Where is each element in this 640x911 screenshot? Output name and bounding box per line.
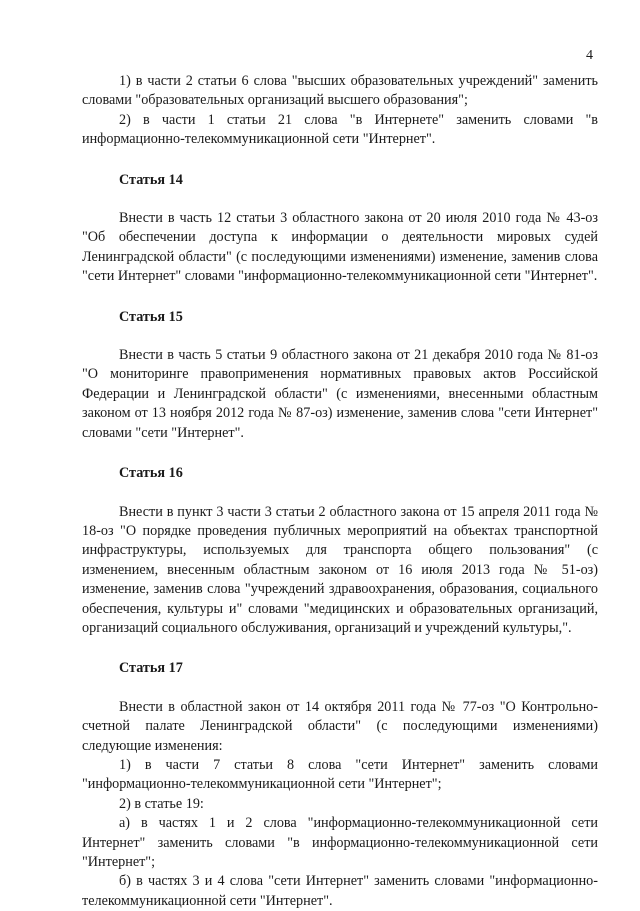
article-heading: Статья 14 xyxy=(119,171,183,188)
paragraph: 1) в части 7 статьи 8 слова "сети Интернет" заменить словами "информационно-телекоммуникационной сети "Интернет"; xyxy=(82,756,598,793)
page-number: 4 xyxy=(586,48,593,63)
paragraph: Внести в часть 5 статьи 9 областного закона от 21 декабря 2010 года № 81-оз "О мониторинге правоприменения нормативных правовых актов Российской Федерации и Ленинградской области" (с изменениями, внесенными областным законом от 13 ноября 2012 года № 87-оз) изменение, заменив слова "сети Интернет" словами "сети "Интернет". xyxy=(82,347,598,441)
article-heading: Статья 17 xyxy=(119,660,183,677)
document-body xyxy=(82,72,598,911)
paragraph: Внести в областной закон от 14 октября 2011 года № 77-оз "О Контрольно-счетной палате Ленинградской области" (с последующими изменениями) следующие изменения: xyxy=(82,698,598,754)
paragraph: б) в частях 3 и 4 слова "сети Интернет" заменить словами "информационно-телекоммуникационной сети "Интернет". xyxy=(82,873,598,909)
paragraph: 2) в части 1 статьи 21 слова "в Интернете" заменить словами "в информационно-телекоммуникационной сети "Интернет". xyxy=(82,111,598,148)
article-heading: Статья 15 xyxy=(119,308,183,325)
paragraph: 2) в статье 19: xyxy=(119,795,204,812)
paragraph: Внести в часть 12 статьи 3 областного закона от 20 июля 2010 года № 43-оз "Об обеспечении доступа к информации о деятельности мировых судей Ленинградской области" (с последующими изменениями) изменение, заменив слова "сети Интернет" словами "информационно-телекоммуникационной сети "Интернет". xyxy=(82,210,598,285)
paragraph: а) в частях 1 и 2 слова "информационно-телекоммуникационной сети Интернет" заменить словами "в информационно-телекоммуникационной сети "Интернет"; xyxy=(82,815,598,870)
paragraph: Внести в пункт 3 части 3 статьи 2 областного закона от 15 апреля 2011 года № 18-оз "О порядке проведения публичных мероприятий на объектах транспортной инфраструктуры, используемых для транспорта общего пользования" (с изменением, внесенным областным законом от 16 июля 2013 года № 51-оз) изменение, заменив слова "учреждений здравоохранения, образования, социального обеспечения, культуры и" словами "медицинских и образовательных организаций, организаций социального обслуживания, организаций и учреждений культуры,". xyxy=(82,503,598,636)
article-heading: Статья 16 xyxy=(119,465,183,482)
paragraph: 1) в части 2 статьи 6 слова "высших образовательных учреждений" заменить словами "образовательных организаций высшего образования"; xyxy=(82,73,598,109)
